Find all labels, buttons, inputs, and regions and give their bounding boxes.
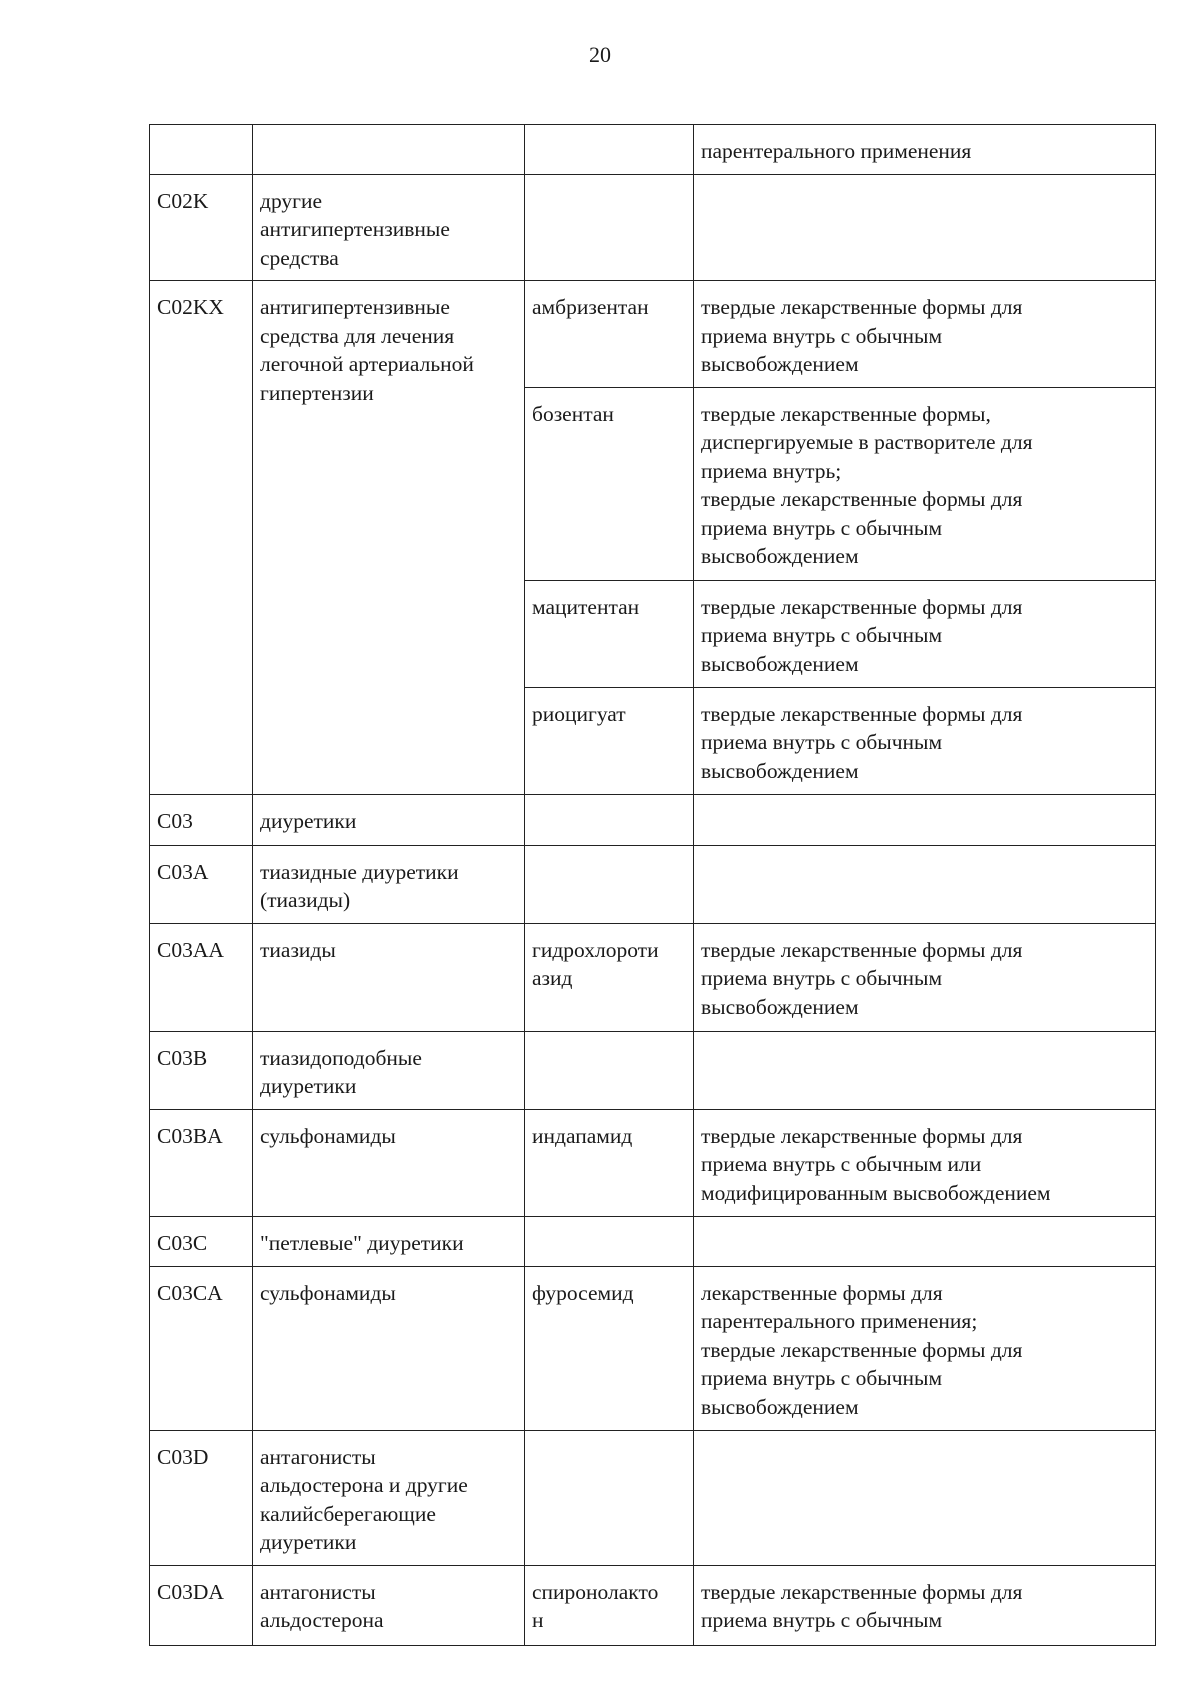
atc-code-cell: C03CA [150,1266,253,1430]
group-name-cell: антагонисты альдостерона [253,1565,525,1645]
drug-name-cell [525,1216,694,1266]
dosage-form-cell: твердые лекарственные формы для приема внутрь с обычным высвобождением [694,281,1156,388]
drug-name-cell: амбризентан [525,281,694,388]
atc-drug-table [149,124,1156,1646]
dosage-form-cell: твердые лекарственные формы для приема внутрь с обычным высвобождением [694,580,1156,687]
group-name-cell: антагонисты альдостерона и другие калийсберегающие диуретики [253,1430,525,1565]
drug-name-cell [525,1430,694,1565]
atc-code-cell: C02K [150,174,253,281]
table-row [150,1216,1156,1266]
drug-name-cell: спиронолакто н [525,1565,694,1645]
drug-name-cell [525,174,694,281]
dosage-form-cell: лекарственные формы для парентерального применения; твердые лекарственные формы для приема внутрь с обычным высвобождением [694,1266,1156,1430]
dosage-form-cell: твердые лекарственные формы для приема внутрь с обычным высвобождением [694,687,1156,794]
dosage-form-cell: твердые лекарственные формы для приема внутрь с обычным высвобождением [694,923,1156,1031]
table-row [150,1565,1156,1645]
atc-code-cell: C03B [150,1031,253,1109]
drug-name-cell [525,794,694,845]
atc-code-cell: C03D [150,1430,253,1565]
drug-name-cell: мацитентан [525,580,694,687]
dosage-form-cell [694,1216,1156,1266]
atc-code-cell: C03BA [150,1109,253,1216]
table-row [150,1109,1156,1216]
dosage-form-cell: твердые лекарственные формы, диспергируемые в растворителе для приема внутрь; твердые лекарственные формы для приема внутрь с обычным высвобождением [694,387,1156,580]
drug-name-cell: бозентан [525,387,694,580]
drug-name-cell [525,125,694,175]
table-row [150,174,1156,281]
atc-code-cell: C03AA [150,923,253,1031]
table-row [150,125,1156,175]
atc-code-cell: C02KX [150,281,253,795]
dosage-form-cell: твердые лекарственные формы для приема внутрь с обычным [694,1565,1156,1645]
drug-name-cell: фуросемид [525,1266,694,1430]
table-row [150,1031,1156,1109]
dosage-form-cell [694,1031,1156,1109]
group-name-cell: диуретики [253,794,525,845]
dosage-form-cell [694,174,1156,281]
atc-code-cell [150,125,253,175]
dosage-form-cell: твердые лекарственные формы для приема внутрь с обычным или модифицированным высвобождением [694,1109,1156,1216]
dosage-form-cell [694,794,1156,845]
atc-code-cell: C03 [150,794,253,845]
drug-name-cell [525,845,694,923]
drug-name-cell: гидрохлороти азид [525,923,694,1031]
atc-code-cell: C03DA [150,1565,253,1645]
group-name-cell: сульфонамиды [253,1266,525,1430]
group-name-cell: тиазидоподобные диуретики [253,1031,525,1109]
table-row [150,845,1156,923]
drug-name-cell [525,1031,694,1109]
table-row [150,923,1156,1031]
group-name-cell: сульфонамиды [253,1109,525,1216]
group-name-cell [253,125,525,175]
group-name-cell: антигипертензивные средства для лечения легочной артериальной гипертензии [253,281,525,795]
atc-code-cell: C03C [150,1216,253,1266]
drug-name-cell: риоцигуат [525,687,694,794]
dosage-form-cell: парентерального применения [694,125,1156,175]
group-name-cell: тиазидные диуретики (тиазиды) [253,845,525,923]
dosage-form-cell [694,1430,1156,1565]
page-number: 20 [589,42,611,67]
group-name-cell: тиазиды [253,923,525,1031]
drug-name-cell: индапамид [525,1109,694,1216]
group-name-cell: другие антигипертензивные средства [253,174,525,281]
table-row [150,1266,1156,1430]
table-row [150,794,1156,845]
table-row [150,1430,1156,1565]
atc-code-cell: C03A [150,845,253,923]
dosage-form-cell [694,845,1156,923]
table-row [150,281,1156,388]
group-name-cell: "петлевые" диуретики [253,1216,525,1266]
